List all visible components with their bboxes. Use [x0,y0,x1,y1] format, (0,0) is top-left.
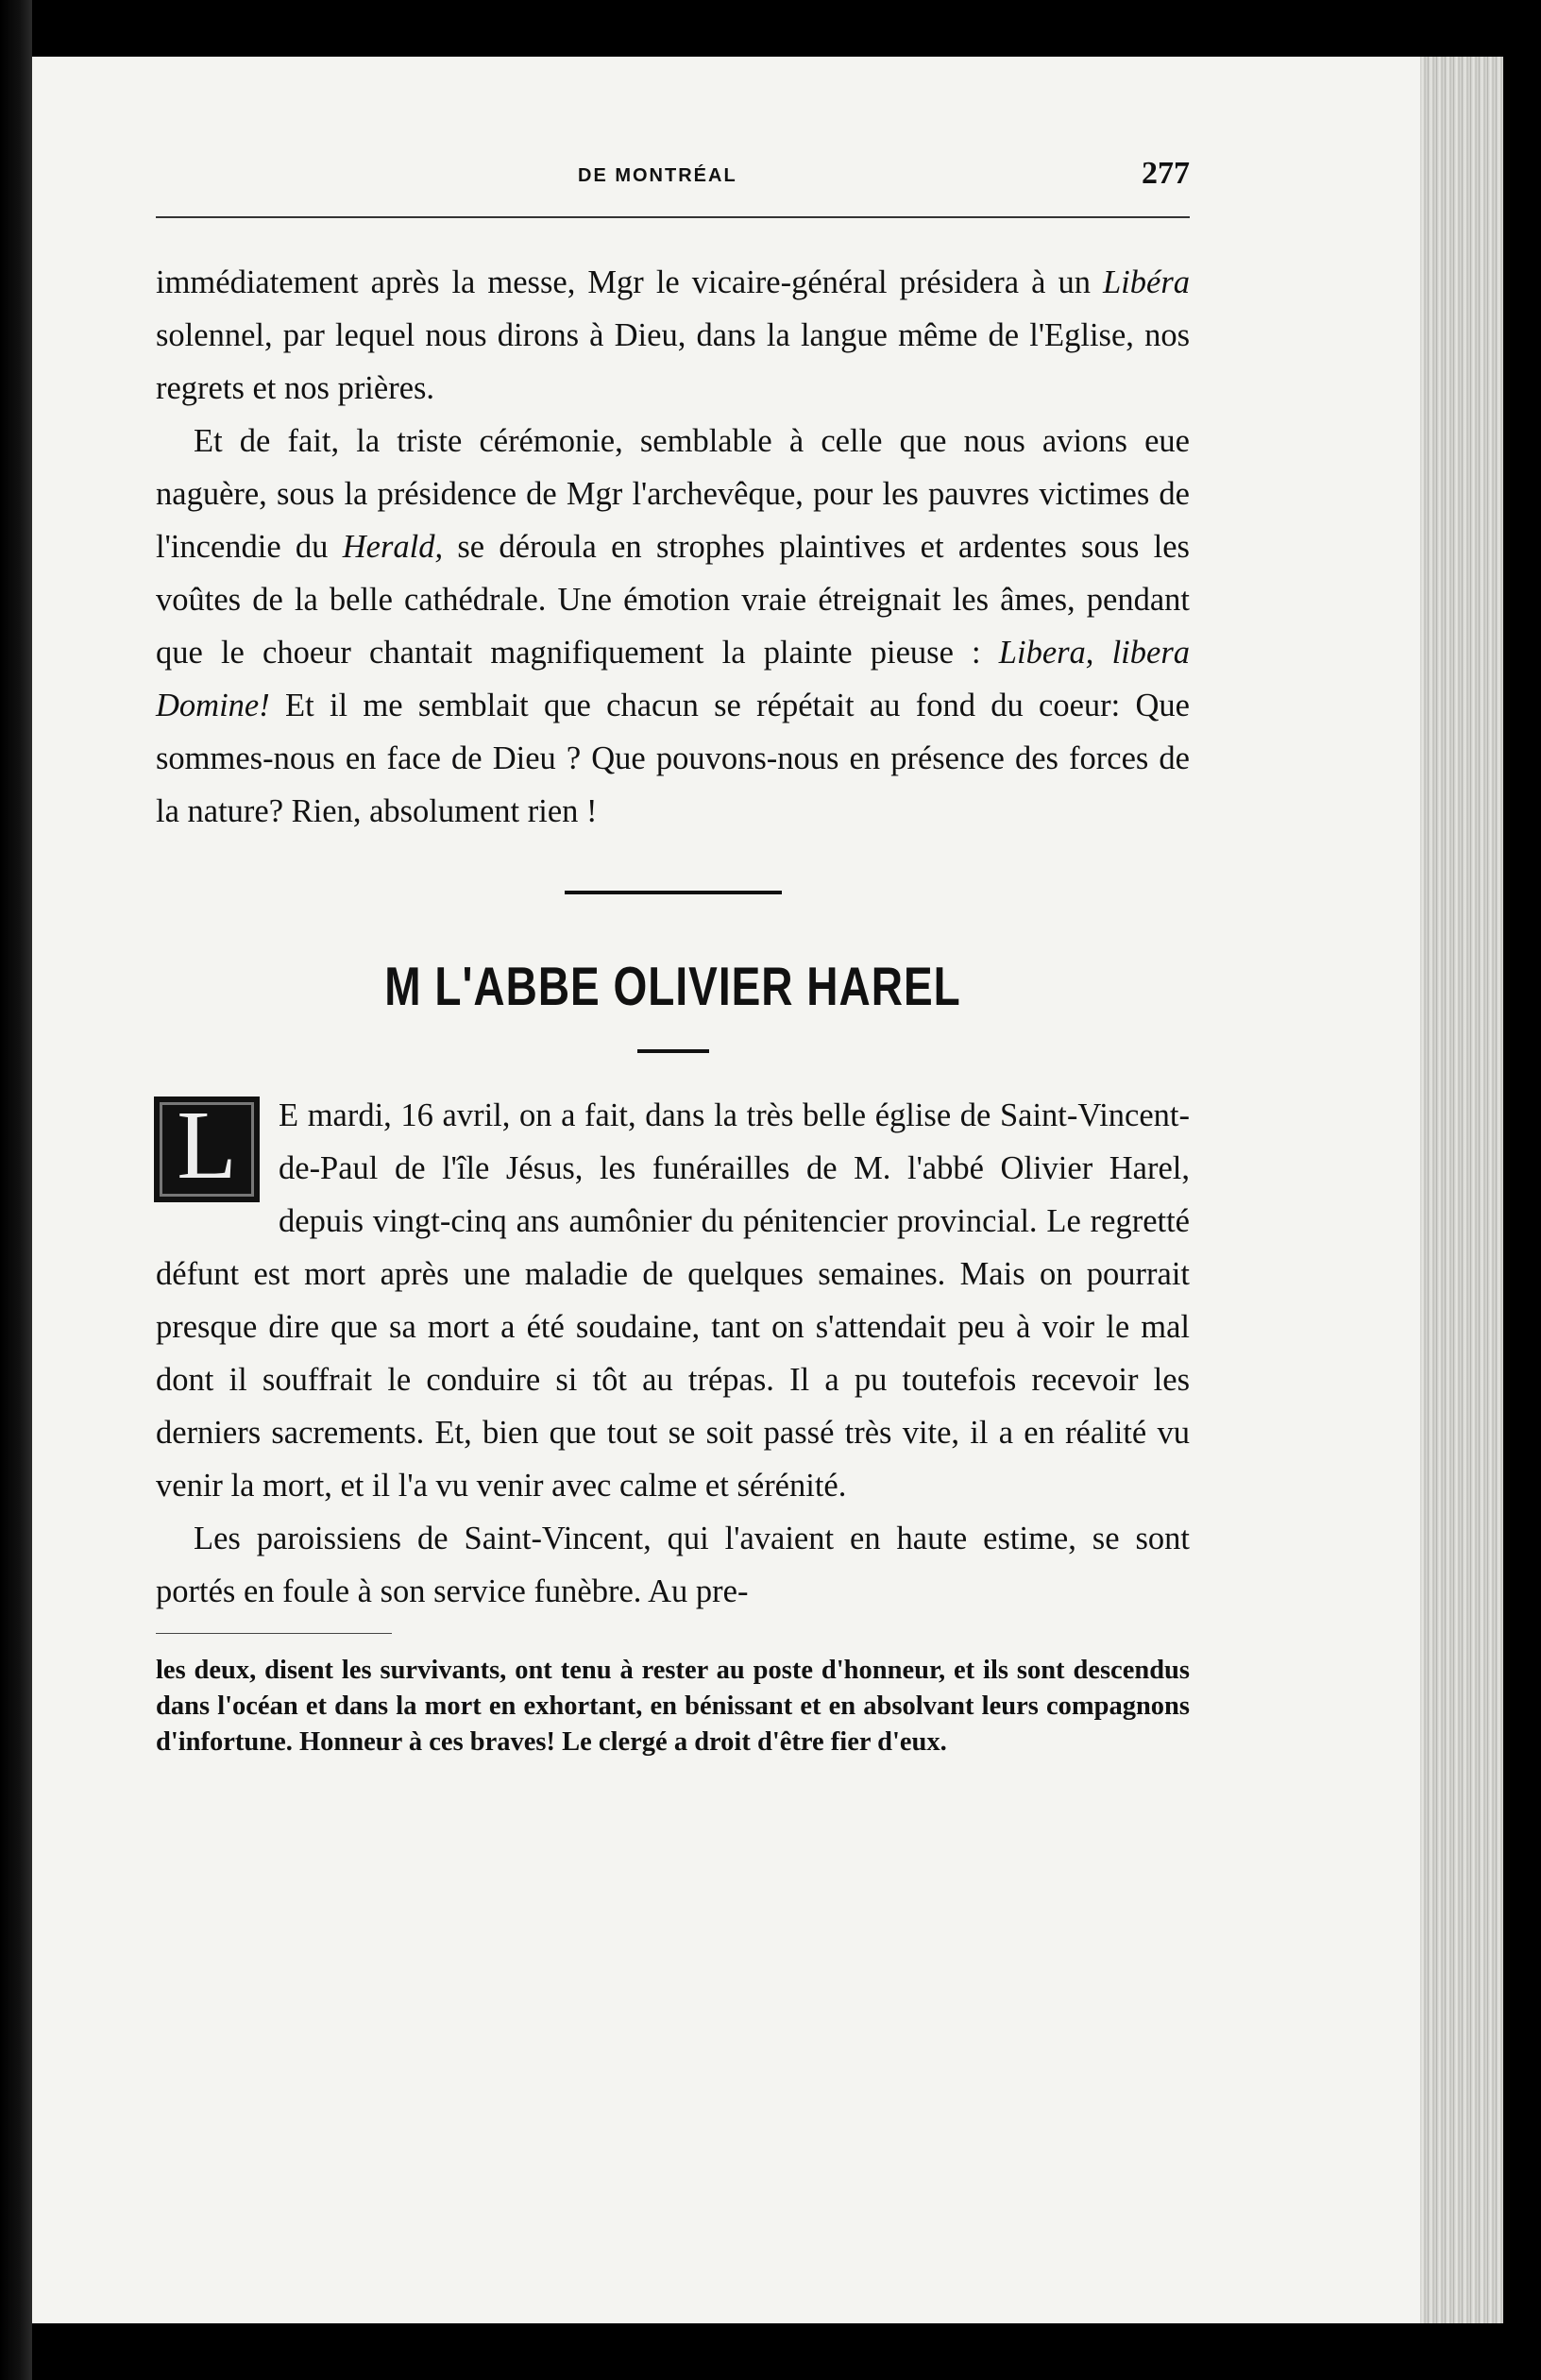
paragraph-1-text-b: solennel, par lequel nous dirons à Dieu, dans la langue même de l'Eglise, nos regrets et nos prières. [156,317,1190,406]
article-lead [156,1089,1190,1512]
section-divider [565,891,782,894]
running-title: DE MONTRÉAL [578,165,737,186]
running-head [156,156,1190,212]
section-title: M L'ABBE OLIVIER HAREL [384,955,961,1017]
header-rule [156,216,1190,218]
paragraph-1 [156,256,1190,415]
title-underline [637,1049,709,1053]
paragraph-2-italic-libera: Libera, libera Domine! [156,635,1191,723]
paragraph-1-italic: Libéra [1102,264,1190,300]
paragraph-2-text-b: se déroula en strophes plaintives et ardentes sous les voûtes de la belle cathédrale. Une émotion vraie étreignait les âmes, pendant que le choeur chantait magnifiquement la plainte pieuse : [156,529,1190,671]
paragraph-1-text-a: immédiatement après la messe, Mgr le vicaire-général présidera à un [156,264,1103,300]
paragraph-3: E mardi, 16 avril, on a fait, dans la très belle église de Saint-Vincent-de-Paul de l'île Jésus, les funérailles de M. l'abbé Olivier Harel, depuis vingt-cinq ans aumônier du pénitencier provincial. Le regretté défunt est mort après une maladie de quelques semaines. Mais on pourrait presque dire que sa mort a été soudaine, tant on s'attendait peu à voir le mal dont il souffrait le conduire si tôt au trépas. Il a pu toutefois recevoir les derniers sacrements. Et, bien que tout se soit passé très vite, il a en réalité vu venir la mort, et il l'a vu venir avec calme et sérénité. [156,1097,1190,1504]
paragraph-2 [156,415,1190,838]
page-content [156,156,1190,1760]
paragraph-4: Les paroissiens de Saint-Vincent, qui l'avaient en haute estime, se sont portés en foule à son service funèbre. Au pre- [156,1521,1190,1609]
paragraph-2-text-a: Et de fait, la triste cérémonie, semblable à celle que nous avions eue naguère, sous la présidence de Mgr l'archevêque, pour les pauvres victimes de l'incendie du [156,423,1190,565]
page-number: 277 [1142,156,1190,191]
footnote-rule [156,1633,392,1634]
paragraph-2-italic-herald: Herald, [342,529,444,565]
scan-border-right [1503,57,1541,2323]
dropcap-letter: L [177,1091,237,1199]
footnote: les deux, disent les survivants, ont tenu à rester au poste d'honneur, et ils sont descendus dans l'océan et dans la mort en exhortant, en bénissant et en absolvant leurs compagnons d'infortune. Honneur à ces braves! Le clergé a droit d'être fier d'eux. [156,1656,1190,1757]
scan-border [0,0,32,2380]
paragraph-2-text-c: Et il me semblait que chacun se répétait au fond du coeur: Que sommes-nous en face de Dieu ? Que pouvons-nous en présence des forces de la nature? Rien, absolument rien ! [156,688,1190,829]
ornamental-dropcap [154,1091,260,1202]
